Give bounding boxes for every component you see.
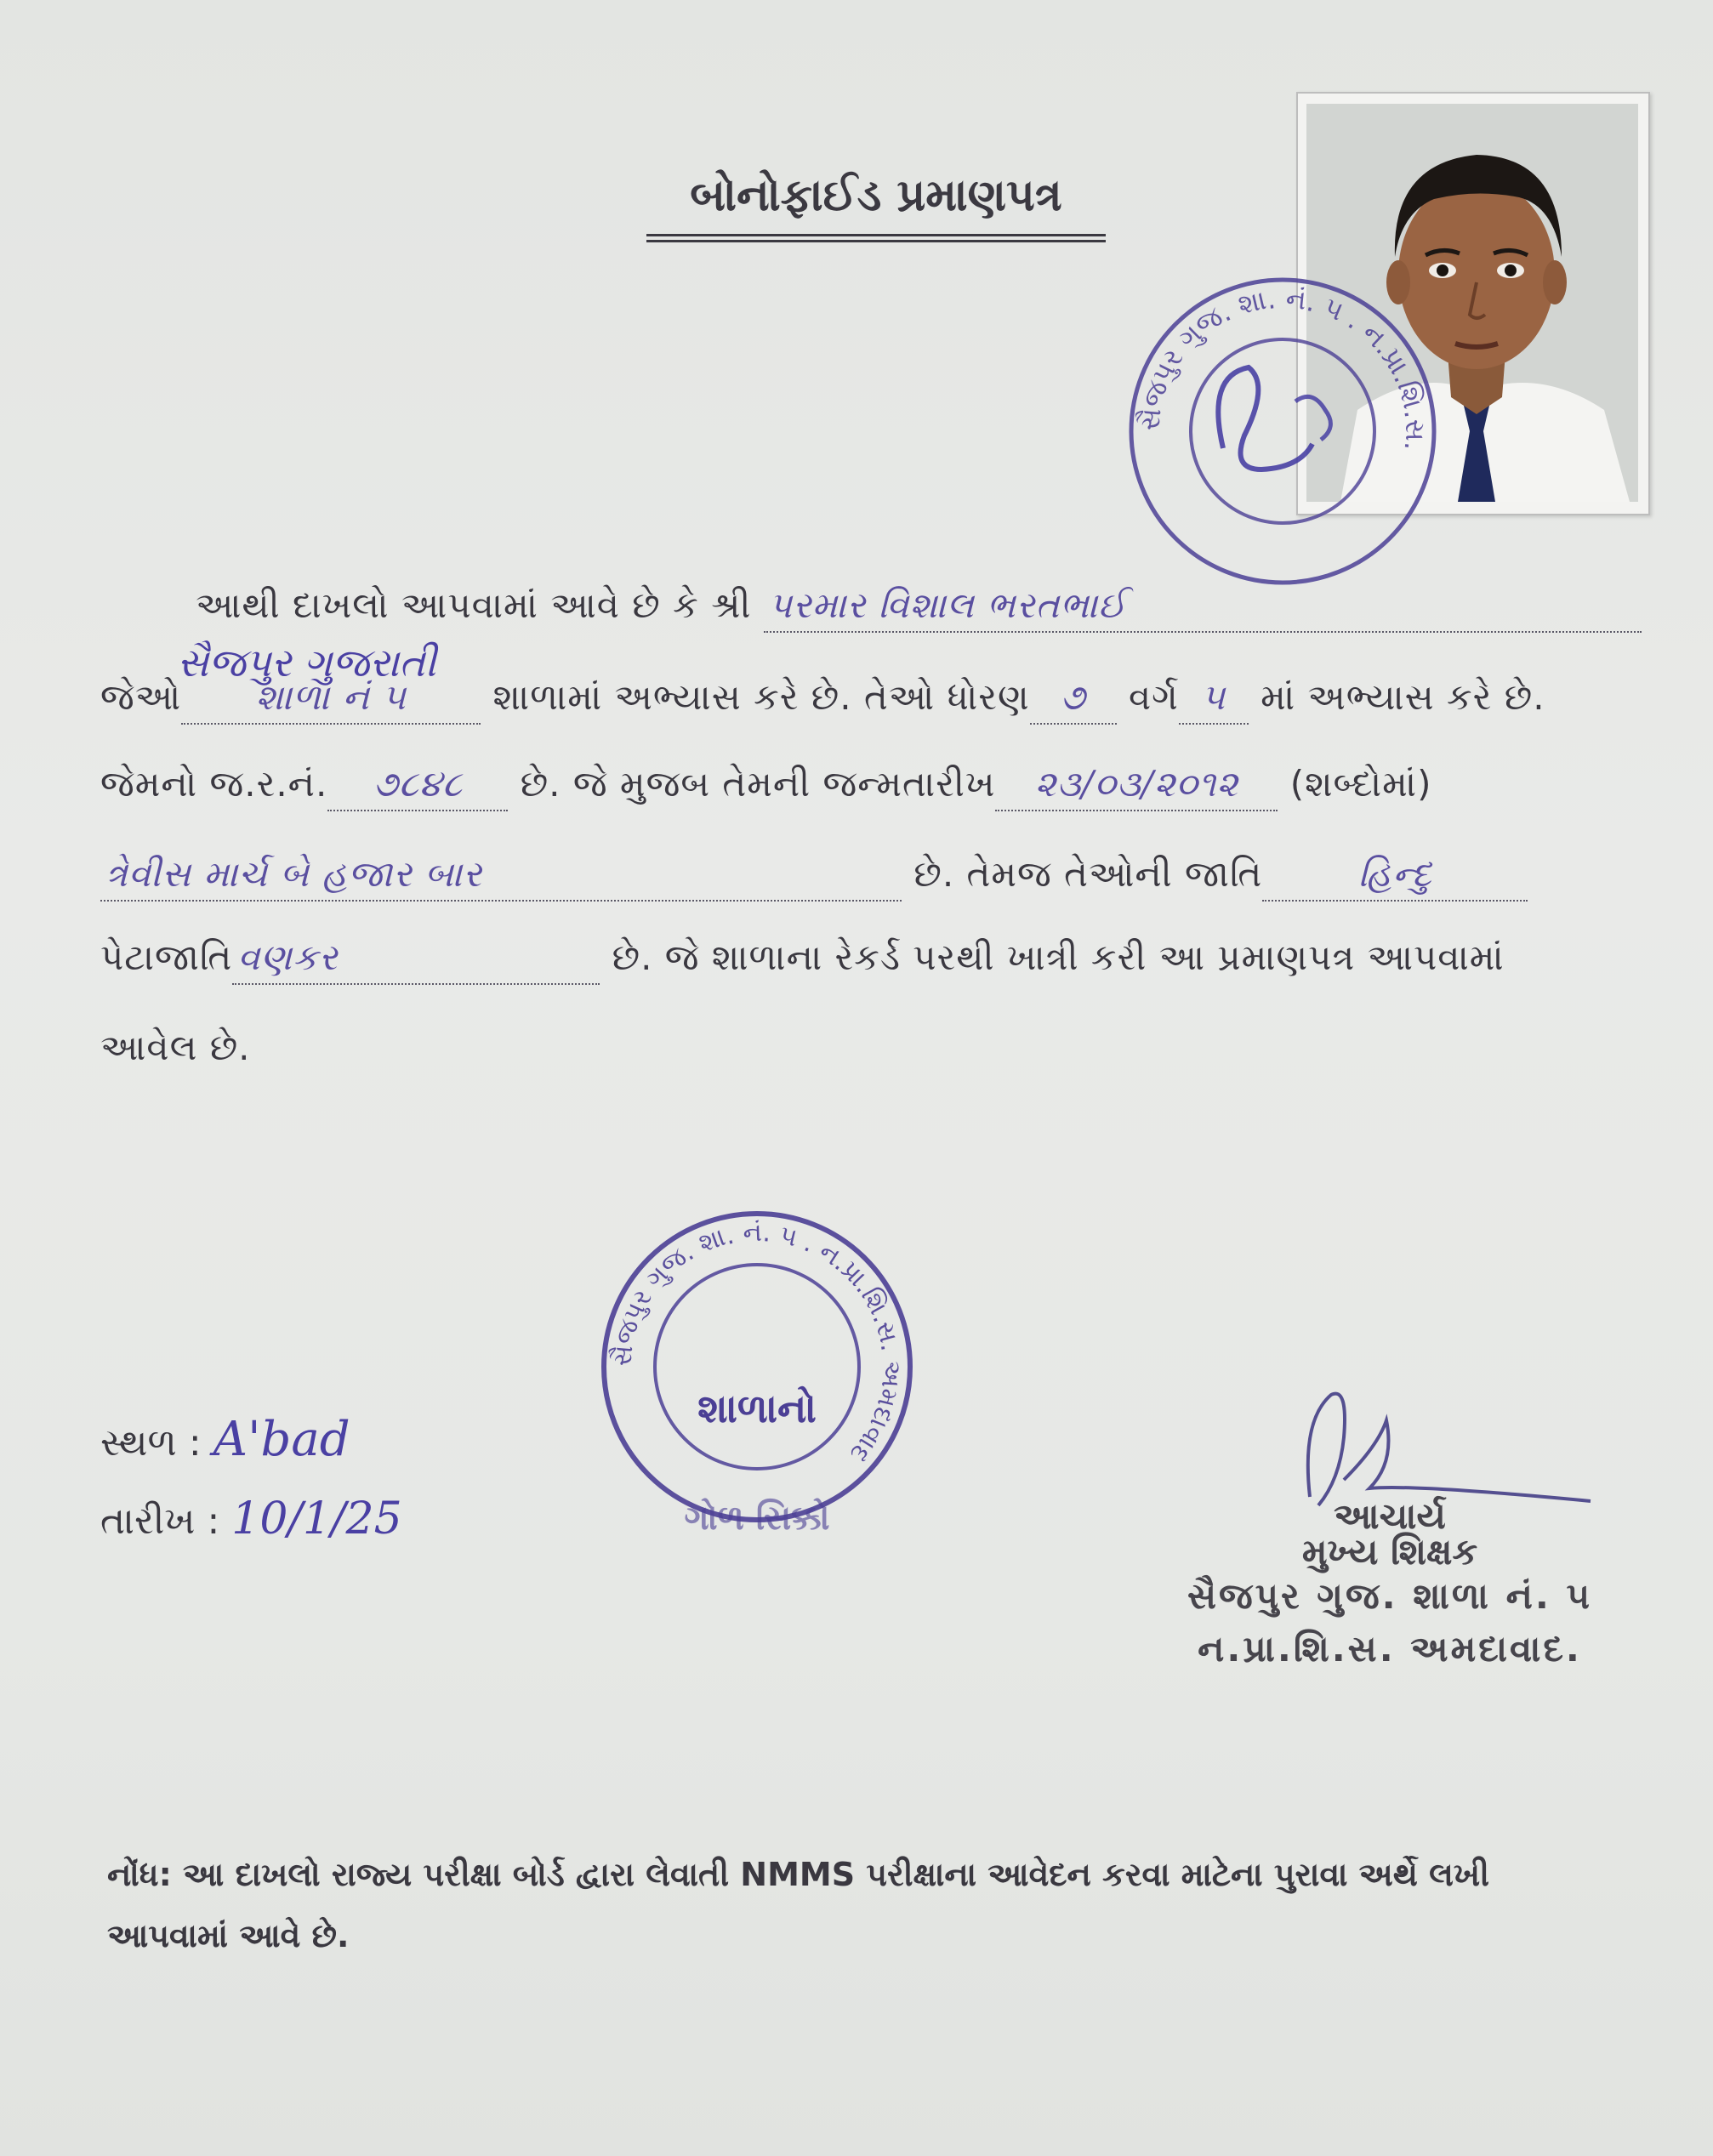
signature-authority: ન.પ્રા.શિ.સ. અમદાવાદ. xyxy=(1198,1628,1582,1670)
line3-middle: છે. જે મુજબ તેમની જન્મતારીખ xyxy=(520,763,996,805)
division-field: ૫ xyxy=(1179,672,1249,725)
title-double-underline xyxy=(646,240,1106,242)
line1-text: આથી દાખલો આપવામાં આવે છે કે શ્રી xyxy=(196,584,752,626)
register-number-field: ૭૮૪૮ xyxy=(327,759,508,811)
signature-role-2: મુખ્ય શિક્ષક xyxy=(1301,1531,1478,1573)
stamp-below-text: ગોળ સિક્કો xyxy=(684,1499,830,1538)
body-line-5 xyxy=(100,932,1653,985)
svg-text:સૈજપુર ગુજ. શા. નં. ૫ . ન.પ્રા xyxy=(1134,282,1432,453)
photo-round-stamp xyxy=(1121,274,1444,589)
line5-suffix: છે. જે શાળાના રેકર્ડ પરથી ખાત્રી કરી આ પ્રમાણપત્ર આપવામાં xyxy=(612,936,1505,978)
student-name-field: પરમાર વિશાલ ભરતભાઈ xyxy=(764,580,1642,633)
stamp-center-text: શાળાનો xyxy=(697,1385,817,1431)
line3-prefix: જેમનો જ.ર.નં. xyxy=(100,763,328,805)
class-label: વર્ગ xyxy=(1128,676,1179,718)
line2-middle: શાળામાં અભ્યાસ કરે છે. તેઓ ધોરણ xyxy=(492,676,1030,718)
line3-suffix: (શબ્દોમાં) xyxy=(1289,763,1432,805)
standard-field: ૭ xyxy=(1030,672,1117,725)
school-stamp-ring-text: સૈજપુર ગુજ. શા. નં. ૫ . ન.પ્રા.શિ.સ. અમદાવાદ xyxy=(607,1217,907,1469)
place-value: A'bad xyxy=(213,1412,350,1467)
line2-suffix: માં અભ્યાસ કરે છે. xyxy=(1261,676,1545,718)
dob-words-field: ત્રેવીસ માર્ચ બે હજાર બાર xyxy=(100,849,902,902)
date-row xyxy=(100,1493,402,1544)
signature-school: સૈજપુર ગુજ. શાળા નં. ૫ xyxy=(1187,1575,1593,1617)
footer-note: નોંધ: આ દાખલો રાજ્ય પરીક્ષા બોર્ડ દ્વારા લેવાતી NMMS પરીક્ષાના આવેદન કરવા માટેના પુરાવા અર્થે લખી આપવામાં આવે છે. xyxy=(107,1856,1489,1954)
school-name-handwritten: સૈજપુર ગુજરાતી xyxy=(177,640,436,685)
body-line-2 xyxy=(100,672,1653,725)
body-line-4 xyxy=(100,849,1653,902)
place-label: સ્થળ : xyxy=(100,1421,202,1465)
line4-middle: છે. તેમજ તેઓની જાતિ xyxy=(913,853,1263,895)
certificate-title: બોનોફાઈડ પ્રમાણપત્ર xyxy=(646,170,1106,236)
school-field: શાળા નં ૫ xyxy=(181,672,481,725)
subcaste-field: વણકર xyxy=(232,932,600,985)
school-round-stamp xyxy=(595,1209,919,1550)
line5-prefix: પેટાજાતિ xyxy=(100,936,233,978)
body-line-3 xyxy=(100,759,1653,811)
body-line-1 xyxy=(100,580,1653,633)
signature-role-1: આચાર્ય xyxy=(1334,1495,1446,1537)
body-line-6: આવેલ છે. xyxy=(100,1027,251,1068)
date-value: 10/1/25 xyxy=(231,1493,402,1544)
date-label: તારીખ : xyxy=(100,1499,220,1543)
photo-stamp-ring-text: સૈજપુર ગુજ. શા. નં. ૫ . ન.પ્રા.શિ.સ. xyxy=(1133,282,1432,453)
line2-prefix: જેઓ xyxy=(100,676,182,718)
dob-field: ૨૩/૦૩/૨૦૧૨ xyxy=(995,759,1278,811)
caste-field: હિન્દુ xyxy=(1262,849,1528,902)
place-row xyxy=(100,1412,350,1467)
